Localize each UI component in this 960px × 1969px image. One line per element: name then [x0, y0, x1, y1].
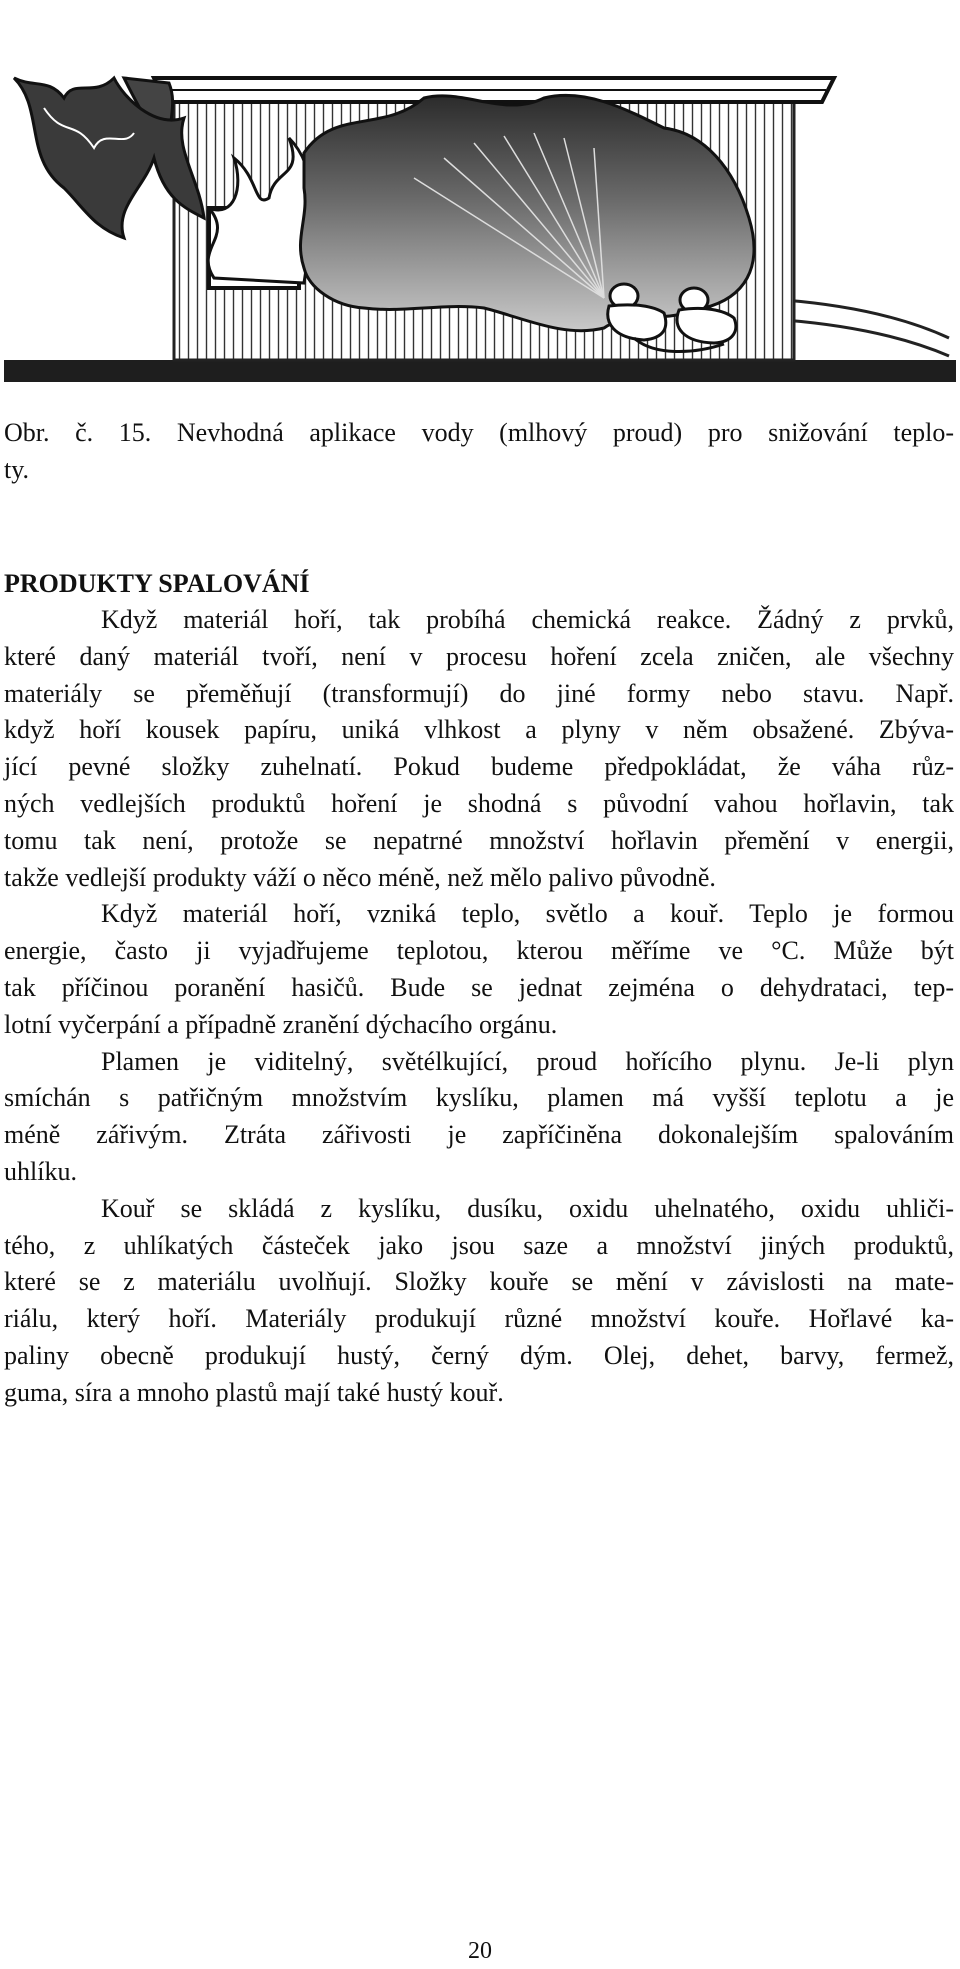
text-line: méně zářivým. Ztráta zářivosti je zapříčiněna dokonalejším spalováním [4, 1120, 954, 1150]
text-line: jící pevné složky zuhelnatí. Pokud budeme předpokládat, že váha růz- [4, 752, 954, 782]
section-body [4, 602, 954, 1412]
text-line: Když materiál hoří, tak probíhá chemická reakce. Žádný z prvků, [101, 605, 954, 634]
paragraph-1 [4, 602, 954, 896]
text-line: které daný materiál tvoří, není v procesu hoření zcela zničen, ale všechny [4, 641, 954, 671]
text-line: které se z materiálu uvolňují. Složky kouře se mění v závislosti na mate- [4, 1267, 954, 1297]
paragraph-2 [4, 896, 954, 1043]
caption-line: Obr. č. 15. Nevhodná aplikace vody (mlhový proud) pro snižování teplo- [4, 418, 954, 447]
ground-strip [4, 360, 956, 382]
caption-line: ty. [4, 455, 30, 484]
section-heading: PRODUKTY SPALOVÁNÍ [4, 569, 310, 598]
text-line: takže vedlejší produkty váží o něco méně, než mělo palivo původně. [4, 862, 716, 892]
text-line: riálu, který hoří. Materiály produkují různé množství kouře. Hořlavé ka- [4, 1304, 954, 1334]
text-line: Plamen je viditelný, světélkující, proud hořícího plynu. Je-li plyn [101, 1046, 954, 1076]
text-line: Když materiál hoří, vzniká teplo, světlo a kouř. Teplo je formou [101, 899, 954, 929]
text-line: tého, z uhlíkatých částeček jako jsou saze a množství jiných produktů, [4, 1230, 954, 1260]
paragraph-4 [4, 1191, 954, 1412]
text-line: Kouř se skládá z kyslíku, dusíku, oxidu uhelnatého, oxidu uhliči- [101, 1193, 954, 1223]
text-line: když hoří kousek papíru, uniká vlhkost a plyny v něm obsažené. Zbýva- [4, 715, 954, 745]
text-line: smíchán s patřičným množstvím kyslíku, plamen má vyšší teplotu a je [4, 1083, 954, 1113]
fire-building-illustration [4, 38, 956, 384]
text-line: ných vedlejších produktů hoření je shodná s původní vahou hořlavin, tak [4, 788, 954, 818]
text-line: energie, často ji vyjadřujeme teplotou, kterou měříme ve °C. Může být [4, 936, 954, 966]
page-number: 20 [468, 1938, 492, 1964]
text-line: lotní vyčerpání a případně zranění dýchacího orgánu. [4, 1009, 558, 1039]
text-line: guma, síra a mnoho plastů mají také hustý kouř. [4, 1377, 504, 1407]
text-line: paliny obecně produkují hustý, černý dým. Olej, dehet, barvy, fermež, [4, 1340, 954, 1370]
roof [154, 78, 834, 102]
text-line: uhlíku. [4, 1156, 77, 1186]
text-line: tomu tak není, protože se nepatrné množství hořlavin přemění v energii, [4, 825, 954, 855]
text-line: materiály se přeměňují (transformují) do jiné formy nebo stavu. Např. [4, 678, 954, 708]
paragraph-3 [4, 1044, 954, 1191]
text-line: tak příčinou poranění hasičů. Bude se jednat zejména o dehydrataci, tep- [4, 972, 954, 1002]
side-step [784, 118, 949, 360]
figure-caption [4, 414, 954, 488]
